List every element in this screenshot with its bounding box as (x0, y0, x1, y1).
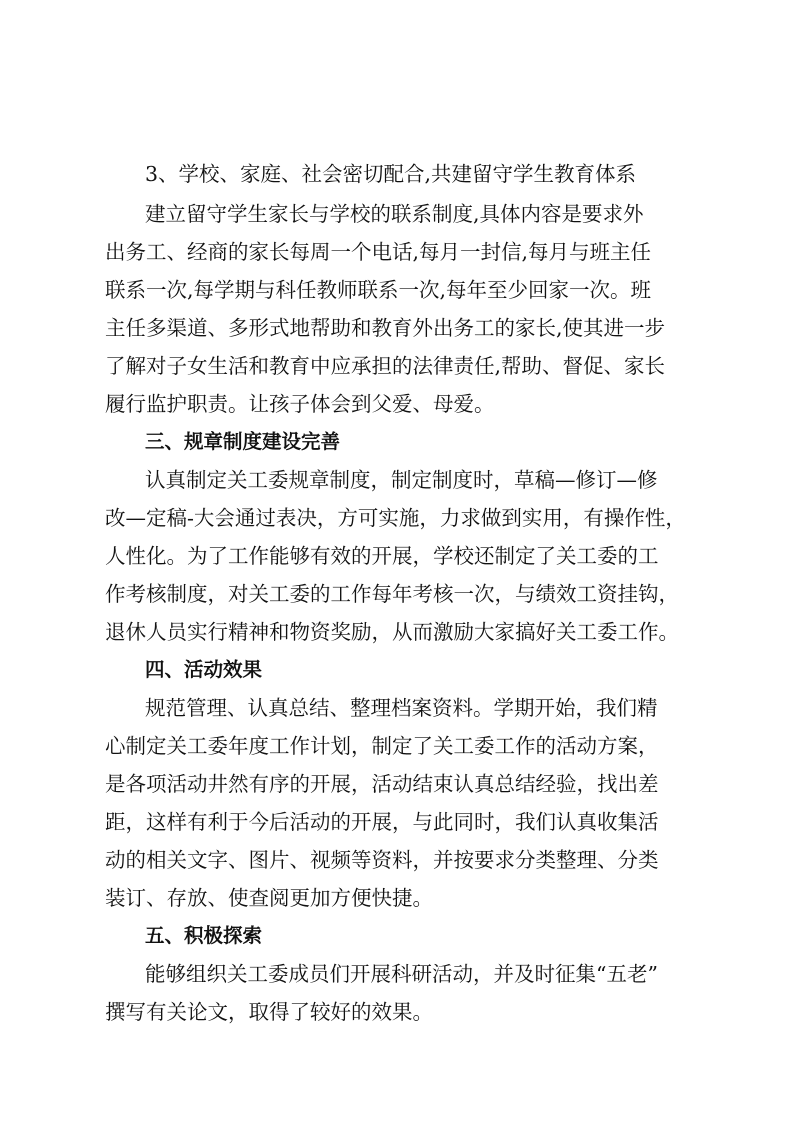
section-3-heading: 3、学校、家庭、社会密切配合,共建留守学生教育体系 (145, 162, 637, 186)
paragraph-line: 作考核制度，对关工委的工作每年考核一次，与绩效工资挂钩， (105, 582, 679, 606)
paragraph-line: 撰写有关论文，取得了较好的效果。 (105, 1000, 433, 1024)
paragraph-line: 了解对子女生活和教育中应承担的法律责任,帮助、督促、家长 (105, 354, 666, 378)
paragraph-line: 出务工、经商的家长每周一个电话,每月一封信,每月与班主任 (105, 240, 652, 264)
section-effect-heading: 四、活动效果 (145, 658, 263, 681)
paragraph-line: 主任多渠道、多形式地帮助和教育外出务工的家长,使其进一步 (105, 316, 666, 340)
section-rules-heading: 三、规章制度建设完善 (145, 430, 341, 453)
paragraph-line: 退休人员实行精神和物资奖励，从而激励大家搞好关工委工作。 (105, 620, 679, 644)
paragraph-line: 履行监护职责。让孩子体会到父爱、母爱。 (105, 392, 495, 416)
paragraph-line: 距，这样有利于今后活动的开展，与此同时，我们认真收集活 (105, 810, 659, 834)
paragraph-line: 动的相关文字、图片、视频等资料，并按要求分类整理、分类 (105, 848, 659, 872)
paragraph-line: 改—定稿-大会通过表决，方可实施，力求做到实用，有操作性， (105, 506, 686, 530)
paragraph-line: 能够组织关工委成员们开展科研活动，并及时征集“五老” (145, 962, 658, 986)
section-explore-heading: 五、积极探索 (145, 924, 263, 947)
paragraph-line: 人性化。为了工作能够有效的开展，学校还制定了关工委的工 (105, 544, 659, 568)
paragraph-line: 联系一次,每学期与科任教师联系一次,每年至少回家一次。班 (105, 278, 652, 302)
paragraph-line: 装订、存放、使查阅更加方便快捷。 (105, 886, 433, 910)
paragraph-line: 建立留守学生家长与学校的联系制度,具体内容是要求外 (145, 202, 644, 226)
paragraph-line: 是各项活动井然有序的开展，活动结束认真总结经验，找出差 (105, 772, 659, 796)
paragraph-line: 心制定关工委年度工作计划，制定了关工委工作的活动方案， (105, 734, 659, 758)
paragraph-line: 认真制定关工委规章制度，制定制度时，草稿—修订—修 (145, 468, 658, 492)
paragraph-line: 规范管理、认真总结、整理档案资料。学期开始，我们精 (145, 696, 658, 720)
